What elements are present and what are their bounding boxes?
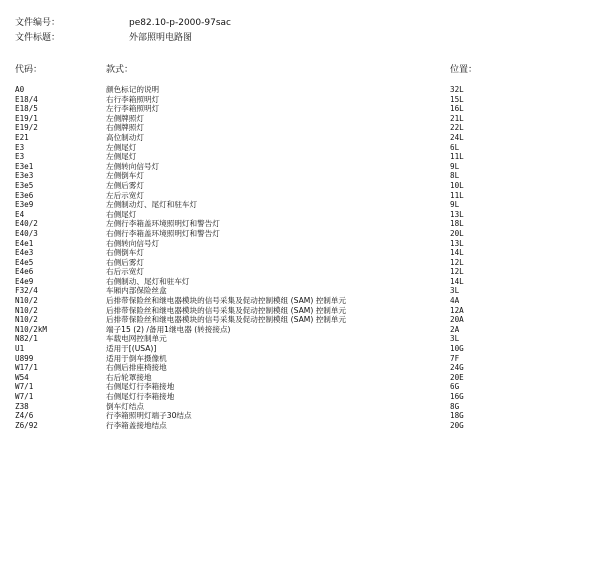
file-title-value: 外部照明电路图	[129, 33, 193, 43]
table-row	[0, 411, 602, 421]
table-row	[0, 171, 602, 181]
row-code: E3e9	[15, 200, 34, 210]
row-description: 右侧尾灯行李箱接地	[106, 392, 175, 401]
row-description: 后排带保险丝和继电器模块的信号采集及促动控制模组 (SAM) 控制单元	[106, 296, 347, 306]
row-description: 左后示宽灯	[106, 190, 144, 200]
row-description: 端子15 (2) /备用1继电器 (转接接点)	[106, 324, 231, 334]
row-description: 左行李箱照明灯	[106, 104, 160, 114]
table-row	[0, 239, 602, 249]
row-description: 左侧行李箱盖环境照明灯和警告灯	[106, 219, 220, 229]
row-position: 14L	[450, 276, 464, 286]
table-row	[0, 152, 602, 162]
row-code: E18/5	[15, 104, 38, 114]
row-code: E18/4	[15, 94, 38, 104]
row-description: 后排带保险丝和继电器模块的信号采集及促动控制模组 (SAM) 控制单元	[106, 305, 347, 315]
row-position: 3L	[450, 286, 460, 296]
row-description: 右侧行李箱盖环境照明灯和警告灯	[106, 228, 220, 238]
table-row	[0, 114, 602, 124]
row-description: 右侧转向信号灯	[106, 238, 160, 248]
row-description: 右侧牌照灯	[106, 123, 144, 133]
row-position: 8G	[450, 401, 460, 411]
row-description: 高位制动灯	[106, 132, 144, 142]
row-position: 18G	[450, 411, 464, 421]
table-row	[0, 200, 602, 210]
table-row	[0, 95, 602, 105]
row-position: 18L	[450, 219, 464, 229]
row-code: E3e5	[15, 180, 34, 190]
table-row	[0, 248, 602, 258]
column-header-description: 款式：	[106, 65, 134, 75]
row-description: 左侧制动灯、尾灯和驻车灯	[106, 200, 198, 210]
row-description: 右行李箱照明灯	[106, 94, 160, 104]
table-row	[0, 181, 602, 191]
row-code: E21	[15, 132, 29, 142]
row-description: 车厢内部保险丝盒	[106, 286, 167, 296]
table-row	[0, 133, 602, 143]
row-position: 8L	[450, 171, 460, 181]
row-code: N82/1	[15, 334, 38, 344]
table-row	[0, 85, 602, 95]
row-code: E40/2	[15, 219, 38, 229]
row-description: 左侧后雾灯	[106, 180, 144, 190]
table-row	[0, 162, 602, 172]
row-description: 后排带保险丝和继电器模块的信号采集及促动控制模组 (SAM) 控制单元	[106, 315, 347, 325]
row-position: 11L	[450, 190, 464, 200]
row-code: E3	[15, 152, 25, 162]
table-row	[0, 344, 602, 354]
table-row	[0, 277, 602, 287]
table-row	[0, 219, 602, 229]
row-position: 15L	[450, 94, 464, 104]
row-description: 右侧后雾灯	[106, 257, 144, 267]
row-code: Z6/92	[15, 420, 38, 430]
row-description: 适用于[(USA)]	[106, 344, 157, 354]
row-code: N10/2	[15, 315, 38, 325]
table-row	[0, 402, 602, 412]
table-row	[0, 267, 602, 277]
row-code: W7/1	[15, 382, 34, 392]
table-row	[0, 334, 602, 344]
row-code: E40/3	[15, 228, 38, 238]
table-row	[0, 296, 602, 306]
table-row	[0, 286, 602, 296]
table-row	[0, 421, 602, 431]
row-position: 6G	[450, 382, 460, 392]
row-position: 12L	[450, 267, 464, 277]
row-description: 行李箱盖接地结点	[106, 420, 167, 430]
file-number-label: 文件编号：	[15, 18, 61, 28]
row-position: 2A	[450, 324, 460, 334]
row-description: 右侧制动、尾灯和驻车灯	[106, 276, 190, 286]
file-title-label: 文件标题：	[15, 33, 61, 43]
row-code: N10/2	[15, 296, 38, 306]
row-description: 右侧尾灯行李箱接地	[106, 382, 175, 392]
row-code: E4e6	[15, 267, 34, 277]
row-position: 20E	[450, 372, 464, 382]
row-description: 左侧尾灯	[106, 152, 137, 162]
row-description: 倒车灯结点	[106, 401, 144, 411]
table-row	[0, 373, 602, 383]
table-row	[0, 104, 602, 114]
row-position: 3L	[450, 334, 460, 344]
row-position: 16L	[450, 104, 464, 114]
row-code: E4e1	[15, 238, 34, 248]
column-header-position: 位置：	[450, 65, 478, 75]
row-code: E3e6	[15, 190, 34, 200]
row-code: A0	[15, 85, 25, 94]
row-position: 10G	[450, 344, 464, 354]
row-code: E4	[15, 209, 25, 219]
row-code: U899	[15, 353, 34, 363]
table-row	[0, 382, 602, 392]
row-position: 20A	[450, 315, 464, 325]
row-description: 右侧尾灯	[106, 209, 137, 219]
row-code: E4e3	[15, 248, 34, 258]
row-code: Z4/6	[15, 411, 34, 421]
file-number-value: pe82.10-p-2000-97sac	[129, 18, 231, 28]
row-code: E3e3	[15, 171, 34, 181]
table-row	[0, 325, 602, 335]
row-position: 24G	[450, 363, 464, 373]
row-code: E4e5	[15, 257, 34, 267]
table-row	[0, 363, 602, 373]
row-description: 右后轮罩接地	[106, 372, 152, 382]
row-code: Z38	[15, 401, 29, 411]
row-position: 10L	[450, 180, 464, 190]
table-row	[0, 306, 602, 316]
row-description: 右侧倒车灯	[106, 248, 144, 258]
row-position: 13L	[450, 209, 464, 219]
row-position: 21L	[450, 113, 464, 123]
row-code: E4e9	[15, 276, 34, 286]
row-position: 32L	[450, 85, 464, 94]
row-position: 24L	[450, 132, 464, 142]
row-description: 车载电网控制单元	[106, 334, 167, 344]
table-row	[0, 258, 602, 268]
table-row	[0, 354, 602, 364]
row-position: 9L	[450, 161, 460, 171]
row-code: N10/2kM	[15, 324, 48, 334]
row-position: 13L	[450, 238, 464, 248]
row-position: 7F	[450, 353, 460, 363]
row-code: W7/1	[15, 392, 34, 401]
row-description: 右侧后排座椅接地	[106, 363, 167, 373]
row-position: 20G	[450, 420, 464, 430]
row-description: 左侧尾灯	[106, 142, 137, 152]
row-code: W54	[15, 372, 29, 382]
row-code: U1	[15, 344, 25, 354]
row-position: 22L	[450, 123, 464, 133]
table-row	[0, 392, 602, 402]
table-row	[0, 123, 602, 133]
row-position: 12A	[450, 305, 464, 315]
table-row	[0, 210, 602, 220]
row-position: 20L	[450, 228, 464, 238]
component-list	[0, 85, 602, 430]
row-position: 16G	[450, 392, 464, 401]
row-description: 左侧转向信号灯	[106, 161, 160, 171]
row-description: 左侧倒车灯	[106, 171, 144, 181]
table-row	[0, 143, 602, 153]
row-description: 颜色标记的说明	[106, 85, 160, 94]
row-position: 9L	[450, 200, 460, 210]
row-position: 4A	[450, 296, 460, 306]
row-position: 12L	[450, 257, 464, 267]
row-position: 11L	[450, 152, 464, 162]
row-position: 14L	[450, 248, 464, 258]
row-description: 行李箱照明灯端子30结点	[106, 411, 192, 421]
row-code: E3e1	[15, 161, 34, 171]
row-description: 适用于倒车摄像机	[106, 353, 167, 363]
row-code: E19/1	[15, 113, 38, 123]
row-code: W17/1	[15, 363, 38, 373]
row-code: E3	[15, 142, 25, 152]
row-code: N10/2	[15, 305, 38, 315]
table-row	[0, 191, 602, 201]
row-code: F32/4	[15, 286, 38, 296]
column-header-code: 代码：	[15, 65, 43, 75]
table-row	[0, 315, 602, 325]
row-description: 右后示宽灯	[106, 267, 144, 277]
row-position: 6L	[450, 142, 460, 152]
row-description: 左侧牌照灯	[106, 113, 144, 123]
table-row	[0, 229, 602, 239]
row-code: E19/2	[15, 123, 38, 133]
